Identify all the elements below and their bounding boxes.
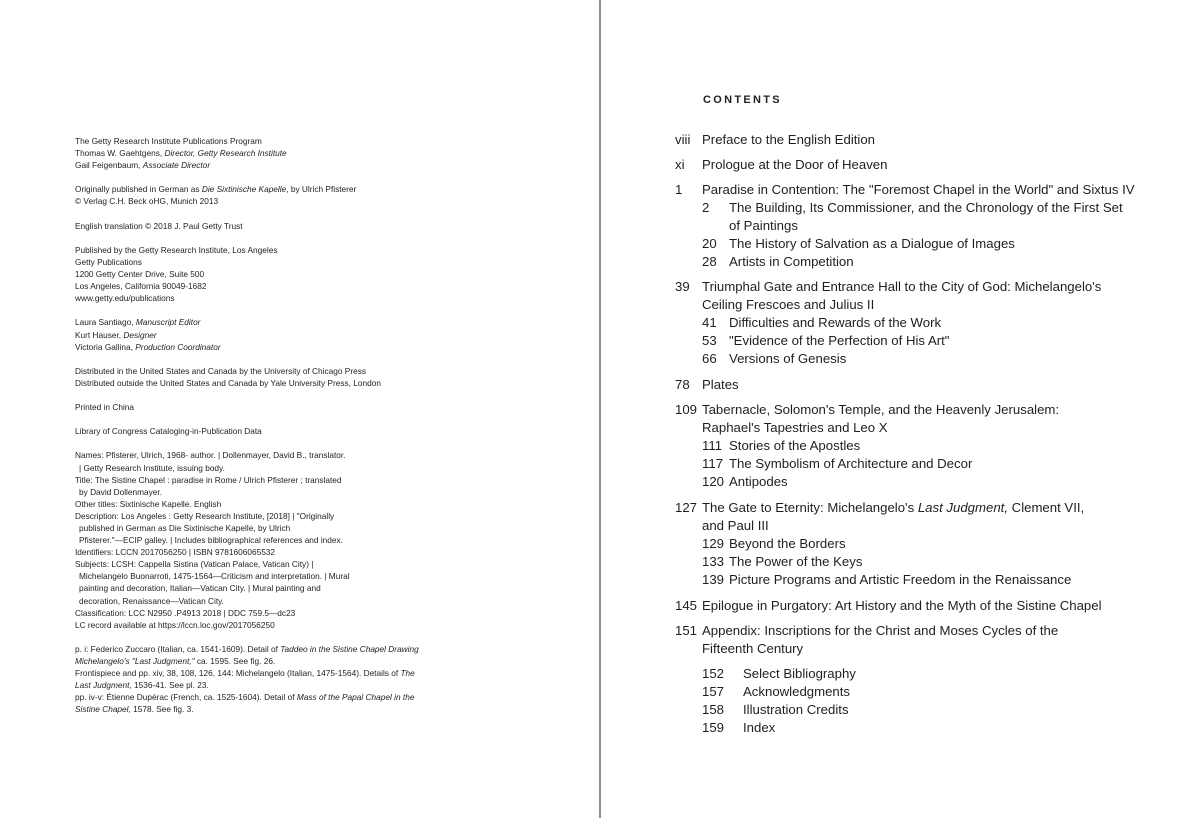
toc-page-number: 145 xyxy=(675,598,698,613)
contents-page xyxy=(601,0,1200,818)
program-name: The Getty Research Institute Publications Program xyxy=(75,136,262,146)
toc-page-number: 109 xyxy=(675,402,698,417)
credit-line: p. i: Federico Zuccaro (Italian, ca. 1541-1609). Detail of Taddeo in the Sistine Chapel Drawing xyxy=(75,643,419,654)
cip-record xyxy=(75,449,435,630)
cip-line: | Getty Research Institute, issuing body. xyxy=(79,462,225,473)
cip-line: Description: Los Angeles : Getty Research Institute, [2018] | "Originally xyxy=(75,510,335,521)
toc-page-number: 152 xyxy=(702,666,725,681)
toc-page-number: 78 xyxy=(675,377,690,392)
toc-page-number: 120 xyxy=(702,474,725,489)
toc-title: Acknowledgments xyxy=(743,684,851,699)
toc-page-number: 53 xyxy=(702,333,717,348)
cip-line: Subjects: LCSH: Cappella Sistina (Vatican Palace, Vatican City) | xyxy=(75,559,314,570)
toc-page-number: 127 xyxy=(675,500,698,515)
credit-line: Last Judgment, 1536-41. See pl. 23. xyxy=(75,680,209,691)
staff-block xyxy=(75,316,435,352)
toc-title: Stories of the Apostles xyxy=(729,438,861,453)
image-credits xyxy=(75,643,435,716)
toc-page-number: 157 xyxy=(702,684,725,699)
printed-in: Printed in China xyxy=(75,402,135,413)
distribution-line: Distributed in the United States and Canada by the University of Chicago Press xyxy=(75,365,367,376)
toc-title: Illustration Credits xyxy=(743,702,849,717)
toc-title: "Evidence of the Perfection of His Art" xyxy=(729,333,950,348)
cip-line: Classification: LCC N2950 .P4913 2018 | DDC 759.5—dc23 xyxy=(75,607,296,618)
original-publication: Originally published in German as Die Sixtinische Kapelle, by Ulrich Pfisterer xyxy=(75,184,357,195)
publisher-line: Getty Publications xyxy=(75,256,142,267)
toc-page-number: 159 xyxy=(702,720,725,735)
publisher-block xyxy=(75,244,435,304)
toc-title: Beyond the Borders xyxy=(729,536,846,551)
toc-page-number: 139 xyxy=(702,572,725,587)
toc-title: Difficulties and Rewards of the Work xyxy=(729,315,942,330)
credit-line: pp. iv-v: Étienne Dupérac (French, ca. 1525-1604). Detail of Mass of the Papal Chapel in the xyxy=(75,692,415,703)
toc-title: Triumphal Gate and Entrance Hall to the City of God: Michelangelo's Ceiling Frescoes and Julius II xyxy=(702,279,1102,312)
staff-line: Kurt Hauser, Designer xyxy=(75,329,157,340)
toc-page-number: 2 xyxy=(702,200,710,215)
toc-page-number: 117 xyxy=(702,456,724,471)
cip-line: by David Dollenmayer. xyxy=(79,486,163,497)
toc-page-number: 20 xyxy=(702,236,717,251)
toc-page-number: 41 xyxy=(702,315,717,330)
publisher-line: 1200 Getty Center Drive, Suite 500 xyxy=(75,269,205,280)
credit-line: Frontispiece and pp. xiv, 38, 108, 126, 144: Michelangelo (Italian, 1475-1564). Details of The xyxy=(75,668,415,679)
toc-page-number: xi xyxy=(675,157,685,172)
toc-title: The Gate to Eternity: Michelangelo's Last Judgment, Clement VII, and Paul III xyxy=(702,500,1085,533)
toc-title: Versions of Genesis xyxy=(729,351,847,366)
toc-title: Prologue at the Door of Heaven xyxy=(702,157,888,172)
director-line: Thomas W. Gaehtgens, Director, Getty Research Institute xyxy=(75,148,287,159)
cip-title: Library of Congress Cataloging-in-Publication Data xyxy=(75,426,262,437)
toc-title: Artists in Competition xyxy=(729,254,854,269)
toc-title: Index xyxy=(743,720,776,735)
cip-line: Identifiers: LCCN 2017056250 | ISBN 9781606065532 xyxy=(75,547,276,558)
staff-line: Victoria Gallina, Production Coordinator xyxy=(75,341,221,352)
toc-title: The History of Salvation as a Dialogue of Images xyxy=(729,236,1015,251)
toc-title: Picture Programs and Artistic Freedom in the Renaissance xyxy=(729,572,1072,587)
toc-page-number: 129 xyxy=(702,536,725,551)
toc-title: Antipodes xyxy=(729,474,788,489)
publisher-line: Los Angeles, California 90049-1682 xyxy=(75,281,207,292)
toc-page-number: 158 xyxy=(702,702,725,717)
cip-line: Title: The Sistine Chapel : paradise in Rome / Ulrich Pfisterer ; translated xyxy=(75,474,342,485)
toc-page-number: 28 xyxy=(702,254,717,269)
toc-title: Paradise in Contention: The "Foremost Chapel in the World" and Sixtus IV xyxy=(702,182,1135,197)
toc-title: Appendix: Inscriptions for the Christ and Moses Cycles of the Fifteenth Century xyxy=(702,623,1059,656)
toc-title: The Symbolism of Architecture and Decor xyxy=(729,456,973,471)
toc-title: Tabernacle, Solomon's Temple, and the Heavenly Jerusalem: Raphael's Tapestries and Leo X xyxy=(702,402,1060,435)
distribution-line: Distributed outside the United States and Canada by Yale University Press, London xyxy=(75,377,381,388)
cip-line: Names: Pfisterer, Ulrich, 1968- author. | Dollenmayer, David B., translator. xyxy=(75,450,346,461)
copyright-page xyxy=(0,0,599,818)
toc-title: Plates xyxy=(702,377,739,392)
toc-title: Preface to the English Edition xyxy=(702,132,876,147)
toc-page-number: 1 xyxy=(675,182,683,197)
credit-line: Sistine Chapel, 1578. See fig. 3. xyxy=(75,704,194,715)
cip-line: Pfisterer."—ECIP galley. | Includes bibliographical references and index. xyxy=(79,535,343,546)
cip-line: published in German as Die Sixtinische Kapelle, by Ulrich xyxy=(79,523,291,533)
publisher-line: Published by the Getty Research Institute, Los Angeles xyxy=(75,244,278,255)
associate-director-line: Gail Feigenbaum, Associate Director xyxy=(75,160,211,171)
cip-line: decoration, Renaissance—Vatican City. xyxy=(79,595,224,606)
credit-line: Michelangelo's "Last Judgment," ca. 1595. See fig. 26. xyxy=(75,656,276,667)
toc-page-number: viii xyxy=(675,132,691,147)
publisher-url: www.getty.edu/publications xyxy=(75,293,175,304)
translation-copyright: English translation © 2018 J. Paul Getty Trust xyxy=(75,220,243,231)
toc-page-number: 111 xyxy=(702,438,723,453)
cip-line: painting and decoration, Italian—Vatican City. | Mural painting and xyxy=(79,583,321,594)
toc-page-number: 133 xyxy=(702,554,725,569)
copyright-block xyxy=(75,135,435,716)
staff-line: Laura Santiago, Manuscript Editor xyxy=(75,317,201,328)
toc-title: The Building, Its Commissioner, and the Chronology of the First Set of Paintings xyxy=(729,200,1123,233)
toc-page-number: 39 xyxy=(675,279,690,294)
cip-line: Michelangelo Buonarroti, 1475-1564—Criticism and interpretation. | Mural xyxy=(79,571,350,582)
cip-line: LC record available at https://lccn.loc.gov/2017056250 xyxy=(75,619,275,630)
toc-title: Epilogue in Purgatory: Art History and the Myth of the Sistine Chapel xyxy=(702,598,1102,613)
original-copyright: © Verlag C.H. Beck oHG, Munich 2013 xyxy=(75,196,219,207)
cip-line: Other titles: Sixtinische Kapelle. English xyxy=(75,498,222,509)
toc-title: Select Bibliography xyxy=(743,666,856,681)
toc-page-number: 66 xyxy=(702,351,717,366)
contents-heading: CONTENTS xyxy=(703,94,782,106)
toc-title: The Power of the Keys xyxy=(729,554,863,569)
toc-page-number: 151 xyxy=(675,623,698,638)
